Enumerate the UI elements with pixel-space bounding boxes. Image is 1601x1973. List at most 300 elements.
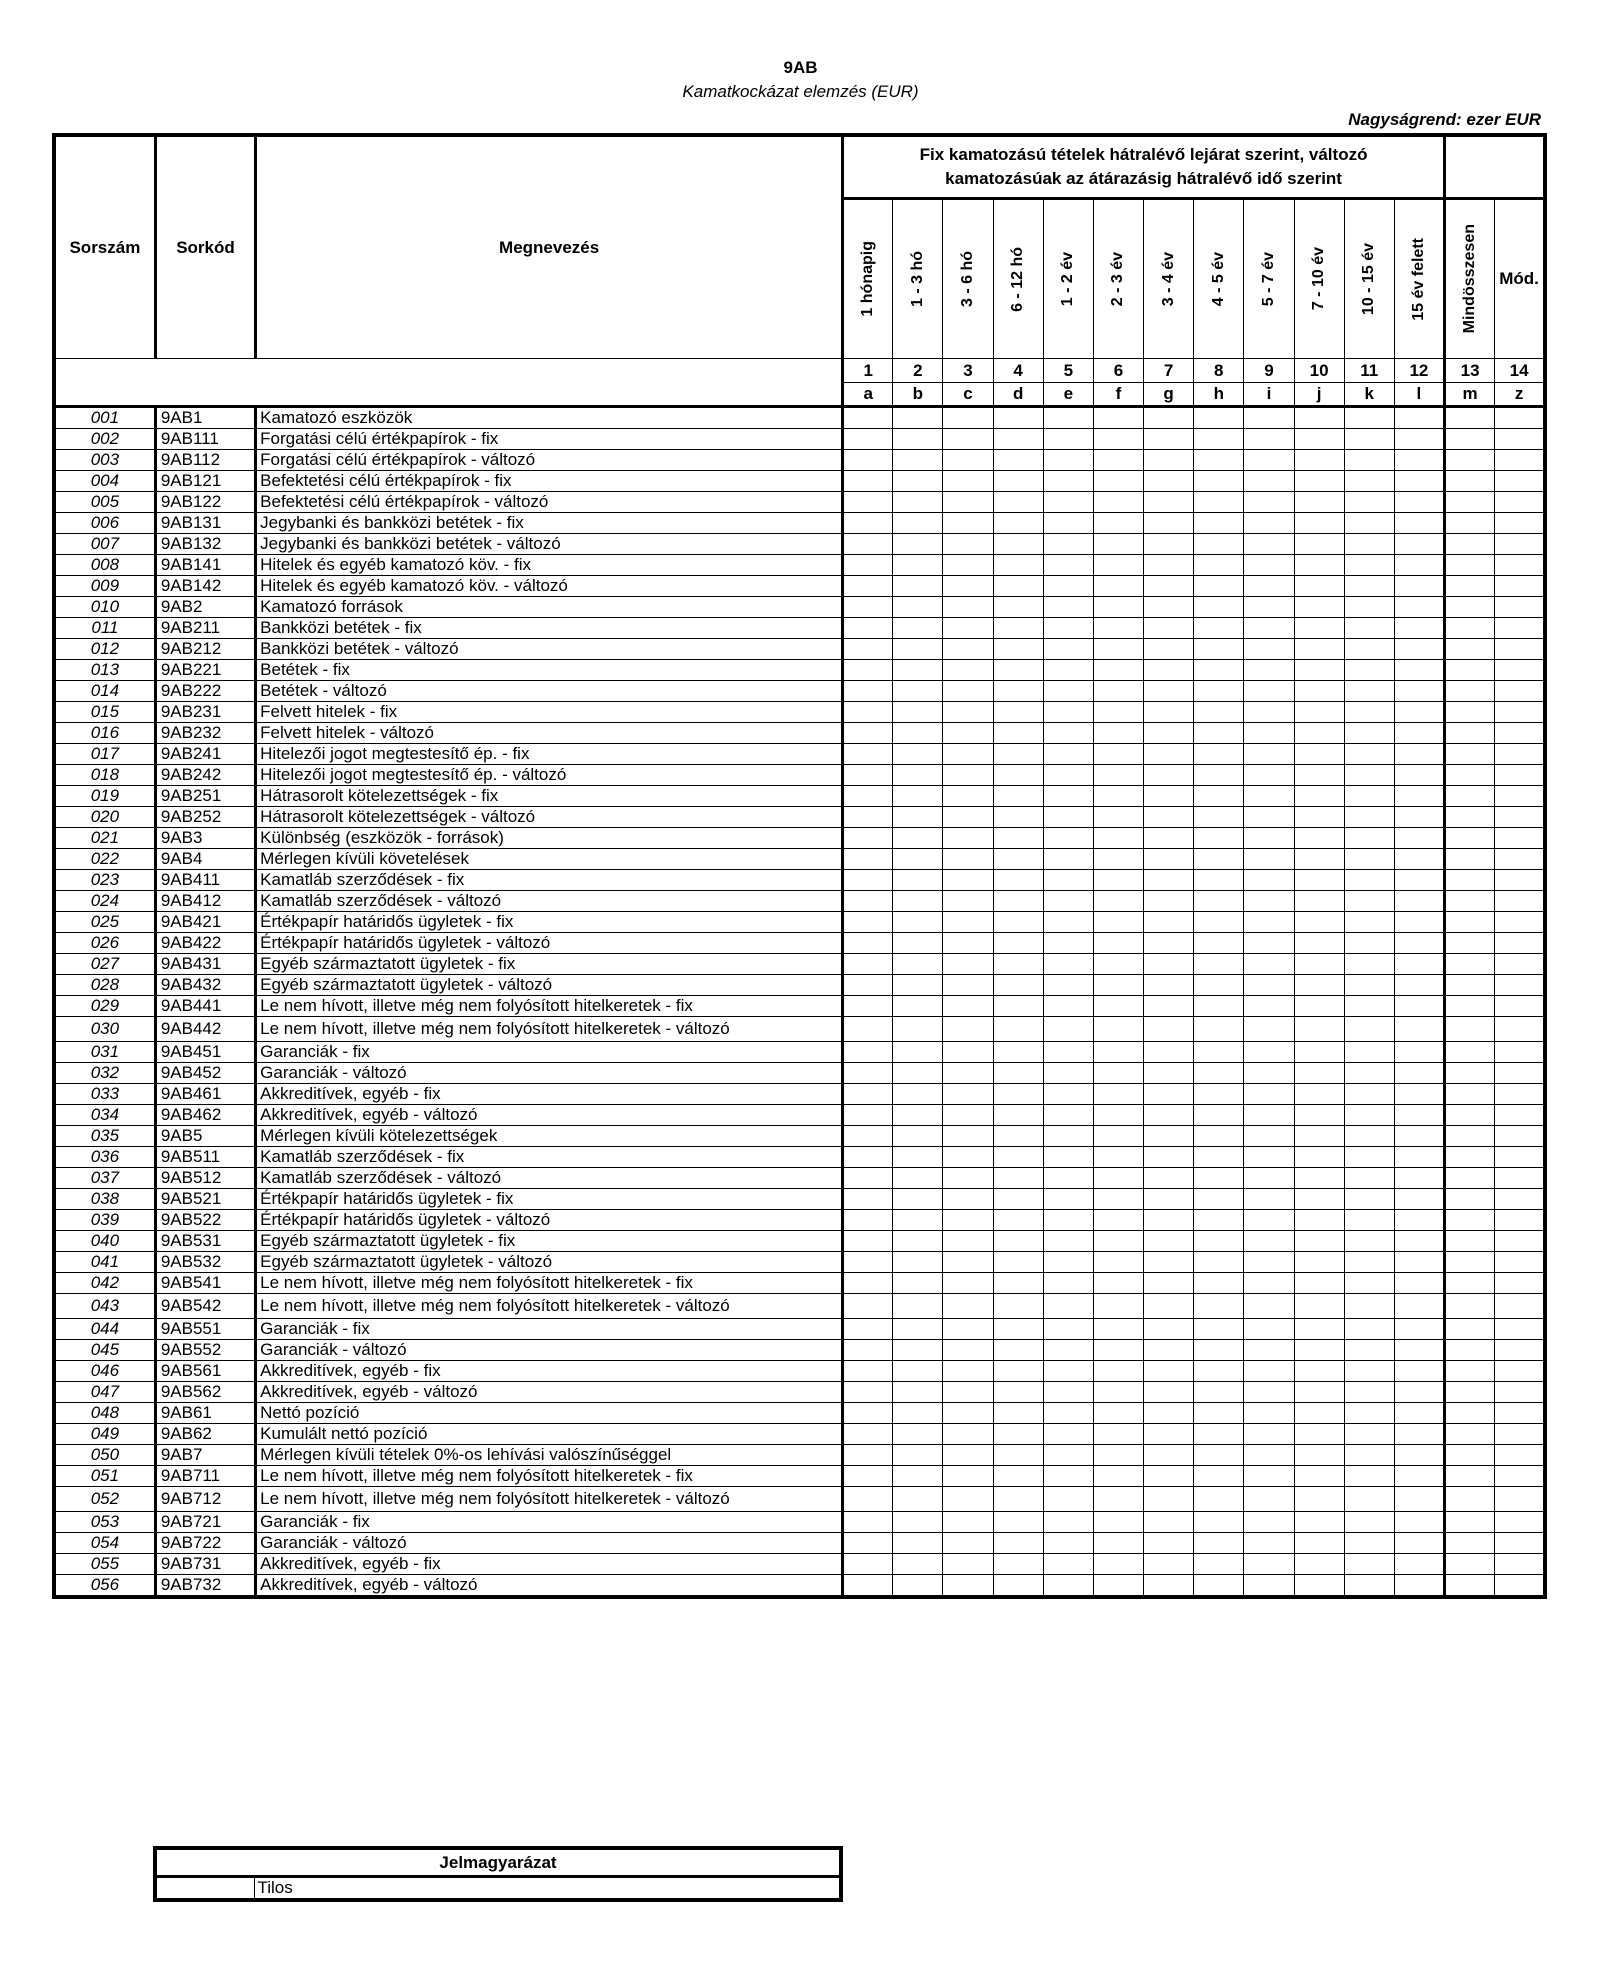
- data-cell[interactable]: [1144, 471, 1194, 492]
- data-cell[interactable]: [1294, 912, 1344, 933]
- data-cell[interactable]: [1445, 702, 1495, 723]
- data-cell[interactable]: [1294, 1017, 1344, 1042]
- data-cell[interactable]: [1244, 1533, 1294, 1554]
- data-cell[interactable]: [1093, 1361, 1143, 1382]
- data-cell[interactable]: [1093, 534, 1143, 555]
- data-cell[interactable]: [1043, 891, 1093, 912]
- data-cell[interactable]: [1394, 1126, 1444, 1147]
- data-cell[interactable]: [943, 1575, 993, 1598]
- data-cell[interactable]: [943, 1533, 993, 1554]
- data-cell[interactable]: [1043, 450, 1093, 471]
- data-cell[interactable]: [1445, 1382, 1495, 1403]
- data-cell[interactable]: [1495, 1319, 1545, 1340]
- data-cell[interactable]: [943, 1147, 993, 1168]
- data-cell[interactable]: [1144, 513, 1194, 534]
- data-cell[interactable]: [1194, 702, 1244, 723]
- data-cell[interactable]: [993, 1147, 1043, 1168]
- data-cell[interactable]: [1344, 1273, 1394, 1294]
- data-cell[interactable]: [1093, 996, 1143, 1017]
- data-cell[interactable]: [1144, 1487, 1194, 1512]
- data-cell[interactable]: [843, 1189, 893, 1210]
- data-cell[interactable]: [1194, 1575, 1244, 1598]
- data-cell[interactable]: [1093, 1340, 1143, 1361]
- data-cell[interactable]: [1244, 1487, 1294, 1512]
- data-cell[interactable]: [1144, 1403, 1194, 1424]
- data-cell[interactable]: [1194, 1084, 1244, 1105]
- data-cell[interactable]: [1495, 1084, 1545, 1105]
- data-cell[interactable]: [1445, 407, 1495, 429]
- data-cell[interactable]: [943, 975, 993, 996]
- data-cell[interactable]: [1495, 597, 1545, 618]
- data-cell[interactable]: [1093, 429, 1143, 450]
- data-cell[interactable]: [1244, 1063, 1294, 1084]
- data-cell[interactable]: [1495, 576, 1545, 597]
- data-cell[interactable]: [843, 1273, 893, 1294]
- data-cell[interactable]: [1294, 1487, 1344, 1512]
- data-cell[interactable]: [1043, 429, 1093, 450]
- data-cell[interactable]: [1043, 1017, 1093, 1042]
- data-cell[interactable]: [843, 765, 893, 786]
- data-cell[interactable]: [1093, 1424, 1143, 1445]
- data-cell[interactable]: [1344, 407, 1394, 429]
- data-cell[interactable]: [1244, 513, 1294, 534]
- data-cell[interactable]: [1445, 1273, 1495, 1294]
- data-cell[interactable]: [1344, 534, 1394, 555]
- data-cell[interactable]: [1495, 723, 1545, 744]
- data-cell[interactable]: [1294, 1445, 1344, 1466]
- data-cell[interactable]: [1495, 1294, 1545, 1319]
- data-cell[interactable]: [843, 1361, 893, 1382]
- data-cell[interactable]: [1495, 1273, 1545, 1294]
- data-cell[interactable]: [1495, 1445, 1545, 1466]
- data-cell[interactable]: [1093, 786, 1143, 807]
- data-cell[interactable]: [1394, 471, 1444, 492]
- data-cell[interactable]: [843, 1575, 893, 1598]
- data-cell[interactable]: [1043, 534, 1093, 555]
- data-cell[interactable]: [1244, 891, 1294, 912]
- data-cell[interactable]: [943, 1361, 993, 1382]
- data-cell[interactable]: [1344, 996, 1394, 1017]
- data-cell[interactable]: [1093, 1063, 1143, 1084]
- data-cell[interactable]: [1043, 1466, 1093, 1487]
- data-cell[interactable]: [893, 681, 943, 702]
- data-cell[interactable]: [1344, 639, 1394, 660]
- data-cell[interactable]: [1194, 1147, 1244, 1168]
- data-cell[interactable]: [843, 723, 893, 744]
- data-cell[interactable]: [1495, 1105, 1545, 1126]
- data-cell[interactable]: [1495, 1168, 1545, 1189]
- data-cell[interactable]: [893, 555, 943, 576]
- data-cell[interactable]: [1344, 1126, 1394, 1147]
- data-cell[interactable]: [1445, 1126, 1495, 1147]
- data-cell[interactable]: [843, 975, 893, 996]
- data-cell[interactable]: [843, 702, 893, 723]
- data-cell[interactable]: [1244, 1084, 1294, 1105]
- data-cell[interactable]: [1294, 765, 1344, 786]
- data-cell[interactable]: [1244, 1403, 1294, 1424]
- data-cell[interactable]: [1144, 1424, 1194, 1445]
- data-cell[interactable]: [993, 681, 1043, 702]
- data-cell[interactable]: [1344, 954, 1394, 975]
- data-cell[interactable]: [993, 828, 1043, 849]
- data-cell[interactable]: [1394, 450, 1444, 471]
- data-cell[interactable]: [893, 450, 943, 471]
- data-cell[interactable]: [1244, 807, 1294, 828]
- data-cell[interactable]: [893, 1487, 943, 1512]
- data-cell[interactable]: [1093, 555, 1143, 576]
- data-cell[interactable]: [1144, 1105, 1194, 1126]
- data-cell[interactable]: [943, 660, 993, 681]
- data-cell[interactable]: [943, 1231, 993, 1252]
- data-cell[interactable]: [1344, 1105, 1394, 1126]
- data-cell[interactable]: [1294, 1210, 1344, 1231]
- data-cell[interactable]: [893, 996, 943, 1017]
- data-cell[interactable]: [1344, 1340, 1394, 1361]
- data-cell[interactable]: [1244, 912, 1294, 933]
- data-cell[interactable]: [943, 954, 993, 975]
- data-cell[interactable]: [843, 1231, 893, 1252]
- data-cell[interactable]: [893, 1575, 943, 1598]
- data-cell[interactable]: [1394, 1575, 1444, 1598]
- data-cell[interactable]: [993, 1554, 1043, 1575]
- data-cell[interactable]: [1043, 870, 1093, 891]
- data-cell[interactable]: [1194, 1042, 1244, 1063]
- data-cell[interactable]: [1394, 555, 1444, 576]
- data-cell[interactable]: [1344, 555, 1394, 576]
- data-cell[interactable]: [1093, 1210, 1143, 1231]
- data-cell[interactable]: [1344, 975, 1394, 996]
- data-cell[interactable]: [843, 1445, 893, 1466]
- data-cell[interactable]: [1495, 407, 1545, 429]
- data-cell[interactable]: [1394, 786, 1444, 807]
- data-cell[interactable]: [1445, 492, 1495, 513]
- data-cell[interactable]: [1043, 912, 1093, 933]
- data-cell[interactable]: [1394, 618, 1444, 639]
- data-cell[interactable]: [893, 891, 943, 912]
- data-cell[interactable]: [1344, 744, 1394, 765]
- data-cell[interactable]: [993, 1168, 1043, 1189]
- data-cell[interactable]: [843, 681, 893, 702]
- data-cell[interactable]: [1495, 786, 1545, 807]
- data-cell[interactable]: [1093, 660, 1143, 681]
- data-cell[interactable]: [1344, 1512, 1394, 1533]
- data-cell[interactable]: [1043, 492, 1093, 513]
- data-cell[interactable]: [1495, 828, 1545, 849]
- data-cell[interactable]: [893, 744, 943, 765]
- data-cell[interactable]: [1194, 723, 1244, 744]
- data-cell[interactable]: [1294, 1126, 1344, 1147]
- data-cell[interactable]: [1344, 1042, 1394, 1063]
- data-cell[interactable]: [843, 1147, 893, 1168]
- data-cell[interactable]: [1043, 1575, 1093, 1598]
- data-cell[interactable]: [1294, 1382, 1344, 1403]
- data-cell[interactable]: [843, 1084, 893, 1105]
- data-cell[interactable]: [1194, 618, 1244, 639]
- data-cell[interactable]: [1344, 576, 1394, 597]
- data-cell[interactable]: [1445, 1147, 1495, 1168]
- data-cell[interactable]: [1344, 1147, 1394, 1168]
- data-cell[interactable]: [993, 1084, 1043, 1105]
- data-cell[interactable]: [1144, 1042, 1194, 1063]
- data-cell[interactable]: [1244, 723, 1294, 744]
- data-cell[interactable]: [1445, 1361, 1495, 1382]
- data-cell[interactable]: [1194, 1487, 1244, 1512]
- data-cell[interactable]: [1093, 1445, 1143, 1466]
- data-cell[interactable]: [1495, 1017, 1545, 1042]
- data-cell[interactable]: [1445, 1424, 1495, 1445]
- data-cell[interactable]: [943, 996, 993, 1017]
- data-cell[interactable]: [1244, 744, 1294, 765]
- data-cell[interactable]: [1093, 618, 1143, 639]
- data-cell[interactable]: [1244, 534, 1294, 555]
- data-cell[interactable]: [993, 1319, 1043, 1340]
- data-cell[interactable]: [1445, 891, 1495, 912]
- data-cell[interactable]: [1394, 975, 1444, 996]
- data-cell[interactable]: [943, 407, 993, 429]
- data-cell[interactable]: [893, 429, 943, 450]
- data-cell[interactable]: [1495, 1487, 1545, 1512]
- data-cell[interactable]: [1144, 954, 1194, 975]
- data-cell[interactable]: [993, 1126, 1043, 1147]
- data-cell[interactable]: [1244, 660, 1294, 681]
- data-cell[interactable]: [893, 471, 943, 492]
- data-cell[interactable]: [993, 1273, 1043, 1294]
- data-cell[interactable]: [1043, 597, 1093, 618]
- data-cell[interactable]: [893, 407, 943, 429]
- data-cell[interactable]: [1144, 702, 1194, 723]
- data-cell[interactable]: [893, 723, 943, 744]
- data-cell[interactable]: [1344, 891, 1394, 912]
- data-cell[interactable]: [943, 933, 993, 954]
- data-cell[interactable]: [893, 1231, 943, 1252]
- data-cell[interactable]: [893, 1294, 943, 1319]
- data-cell[interactable]: [843, 513, 893, 534]
- data-cell[interactable]: [1244, 1210, 1294, 1231]
- data-cell[interactable]: [1043, 1403, 1093, 1424]
- data-cell[interactable]: [1495, 933, 1545, 954]
- data-cell[interactable]: [1394, 1424, 1444, 1445]
- data-cell[interactable]: [1294, 681, 1344, 702]
- data-cell[interactable]: [1394, 954, 1444, 975]
- data-cell[interactable]: [1093, 1487, 1143, 1512]
- data-cell[interactable]: [1294, 1189, 1344, 1210]
- data-cell[interactable]: [993, 1231, 1043, 1252]
- data-cell[interactable]: [1445, 660, 1495, 681]
- data-cell[interactable]: [1144, 555, 1194, 576]
- data-cell[interactable]: [993, 1382, 1043, 1403]
- data-cell[interactable]: [1344, 1533, 1394, 1554]
- data-cell[interactable]: [1244, 618, 1294, 639]
- data-cell[interactable]: [1144, 681, 1194, 702]
- data-cell[interactable]: [843, 597, 893, 618]
- data-cell[interactable]: [1394, 807, 1444, 828]
- data-cell[interactable]: [1445, 597, 1495, 618]
- data-cell[interactable]: [943, 1487, 993, 1512]
- data-cell[interactable]: [1394, 912, 1444, 933]
- data-cell[interactable]: [1194, 912, 1244, 933]
- data-cell[interactable]: [1344, 1319, 1394, 1340]
- data-cell[interactable]: [1495, 1361, 1545, 1382]
- data-cell[interactable]: [993, 471, 1043, 492]
- data-cell[interactable]: [1144, 786, 1194, 807]
- data-cell[interactable]: [1244, 1466, 1294, 1487]
- data-cell[interactable]: [893, 618, 943, 639]
- data-cell[interactable]: [1194, 744, 1244, 765]
- data-cell[interactable]: [993, 660, 1043, 681]
- data-cell[interactable]: [993, 1340, 1043, 1361]
- data-cell[interactable]: [1043, 786, 1093, 807]
- data-cell[interactable]: [843, 786, 893, 807]
- data-cell[interactable]: [993, 1063, 1043, 1084]
- data-cell[interactable]: [1294, 786, 1344, 807]
- data-cell[interactable]: [1194, 660, 1244, 681]
- data-cell[interactable]: [1394, 765, 1444, 786]
- data-cell[interactable]: [1194, 828, 1244, 849]
- data-cell[interactable]: [1244, 1231, 1294, 1252]
- data-cell[interactable]: [1344, 1294, 1394, 1319]
- data-cell[interactable]: [1495, 744, 1545, 765]
- data-cell[interactable]: [943, 471, 993, 492]
- data-cell[interactable]: [843, 429, 893, 450]
- data-cell[interactable]: [1294, 1168, 1344, 1189]
- data-cell[interactable]: [843, 660, 893, 681]
- data-cell[interactable]: [993, 1445, 1043, 1466]
- data-cell[interactable]: [1445, 1168, 1495, 1189]
- data-cell[interactable]: [1344, 1252, 1394, 1273]
- data-cell[interactable]: [1445, 513, 1495, 534]
- data-cell[interactable]: [1043, 1105, 1093, 1126]
- data-cell[interactable]: [1093, 702, 1143, 723]
- data-cell[interactable]: [1093, 1294, 1143, 1319]
- data-cell[interactable]: [893, 597, 943, 618]
- data-cell[interactable]: [1244, 681, 1294, 702]
- data-cell[interactable]: [1445, 744, 1495, 765]
- data-cell[interactable]: [1495, 429, 1545, 450]
- data-cell[interactable]: [1394, 513, 1444, 534]
- data-cell[interactable]: [843, 1533, 893, 1554]
- data-cell[interactable]: [843, 1403, 893, 1424]
- data-cell[interactable]: [993, 1575, 1043, 1598]
- data-cell[interactable]: [943, 1210, 993, 1231]
- data-cell[interactable]: [993, 1424, 1043, 1445]
- data-cell[interactable]: [1093, 849, 1143, 870]
- data-cell[interactable]: [1445, 1575, 1495, 1598]
- data-cell[interactable]: [1344, 1168, 1394, 1189]
- data-cell[interactable]: [843, 492, 893, 513]
- data-cell[interactable]: [1244, 828, 1294, 849]
- data-cell[interactable]: [1093, 681, 1143, 702]
- data-cell[interactable]: [1344, 786, 1394, 807]
- data-cell[interactable]: [1244, 1252, 1294, 1273]
- data-cell[interactable]: [993, 597, 1043, 618]
- data-cell[interactable]: [993, 1403, 1043, 1424]
- data-cell[interactable]: [993, 1105, 1043, 1126]
- data-cell[interactable]: [1093, 933, 1143, 954]
- data-cell[interactable]: [1244, 1340, 1294, 1361]
- data-cell[interactable]: [1394, 639, 1444, 660]
- data-cell[interactable]: [1344, 1210, 1394, 1231]
- data-cell[interactable]: [943, 681, 993, 702]
- data-cell[interactable]: [1093, 639, 1143, 660]
- data-cell[interactable]: [1495, 891, 1545, 912]
- data-cell[interactable]: [1445, 1063, 1495, 1084]
- data-cell[interactable]: [1043, 933, 1093, 954]
- data-cell[interactable]: [1244, 1042, 1294, 1063]
- data-cell[interactable]: [1144, 1084, 1194, 1105]
- data-cell[interactable]: [1244, 1382, 1294, 1403]
- data-cell[interactable]: [1244, 786, 1294, 807]
- data-cell[interactable]: [1194, 1424, 1244, 1445]
- data-cell[interactable]: [1394, 1403, 1444, 1424]
- data-cell[interactable]: [1093, 471, 1143, 492]
- data-cell[interactable]: [1093, 1533, 1143, 1554]
- data-cell[interactable]: [1294, 891, 1344, 912]
- data-cell[interactable]: [1394, 1340, 1444, 1361]
- data-cell[interactable]: [1093, 954, 1143, 975]
- data-cell[interactable]: [1445, 555, 1495, 576]
- data-cell[interactable]: [1194, 765, 1244, 786]
- data-cell[interactable]: [943, 786, 993, 807]
- data-cell[interactable]: [1394, 1533, 1444, 1554]
- data-cell[interactable]: [1294, 1340, 1344, 1361]
- data-cell[interactable]: [1144, 828, 1194, 849]
- data-cell[interactable]: [1495, 912, 1545, 933]
- data-cell[interactable]: [1144, 492, 1194, 513]
- data-cell[interactable]: [1194, 1445, 1244, 1466]
- data-cell[interactable]: [1445, 450, 1495, 471]
- data-cell[interactable]: [1445, 786, 1495, 807]
- data-cell[interactable]: [1244, 1445, 1294, 1466]
- data-cell[interactable]: [843, 828, 893, 849]
- data-cell[interactable]: [1093, 1168, 1143, 1189]
- data-cell[interactable]: [1495, 513, 1545, 534]
- data-cell[interactable]: [1043, 1445, 1093, 1466]
- data-cell[interactable]: [1244, 1017, 1294, 1042]
- data-cell[interactable]: [1194, 1063, 1244, 1084]
- data-cell[interactable]: [1294, 1294, 1344, 1319]
- data-cell[interactable]: [1344, 702, 1394, 723]
- data-cell[interactable]: [893, 513, 943, 534]
- data-cell[interactable]: [1043, 765, 1093, 786]
- data-cell[interactable]: [1294, 1466, 1344, 1487]
- data-cell[interactable]: [943, 450, 993, 471]
- data-cell[interactable]: [1294, 1105, 1344, 1126]
- data-cell[interactable]: [1144, 870, 1194, 891]
- data-cell[interactable]: [1344, 1361, 1394, 1382]
- data-cell[interactable]: [1495, 1466, 1545, 1487]
- data-cell[interactable]: [993, 429, 1043, 450]
- data-cell[interactable]: [1144, 1231, 1194, 1252]
- data-cell[interactable]: [1144, 429, 1194, 450]
- data-cell[interactable]: [1394, 744, 1444, 765]
- data-cell[interactable]: [1445, 828, 1495, 849]
- data-cell[interactable]: [1495, 639, 1545, 660]
- data-cell[interactable]: [1194, 1231, 1244, 1252]
- data-cell[interactable]: [843, 618, 893, 639]
- data-cell[interactable]: [1394, 660, 1444, 681]
- data-cell[interactable]: [1093, 492, 1143, 513]
- data-cell[interactable]: [1495, 1063, 1545, 1084]
- data-cell[interactable]: [1244, 1168, 1294, 1189]
- data-cell[interactable]: [1394, 1017, 1444, 1042]
- data-cell[interactable]: [1194, 1168, 1244, 1189]
- data-cell[interactable]: [1495, 1126, 1545, 1147]
- data-cell[interactable]: [1093, 1252, 1143, 1273]
- data-cell[interactable]: [1144, 807, 1194, 828]
- data-cell[interactable]: [1495, 1424, 1545, 1445]
- data-cell[interactable]: [1495, 1147, 1545, 1168]
- data-cell[interactable]: [1294, 1147, 1344, 1168]
